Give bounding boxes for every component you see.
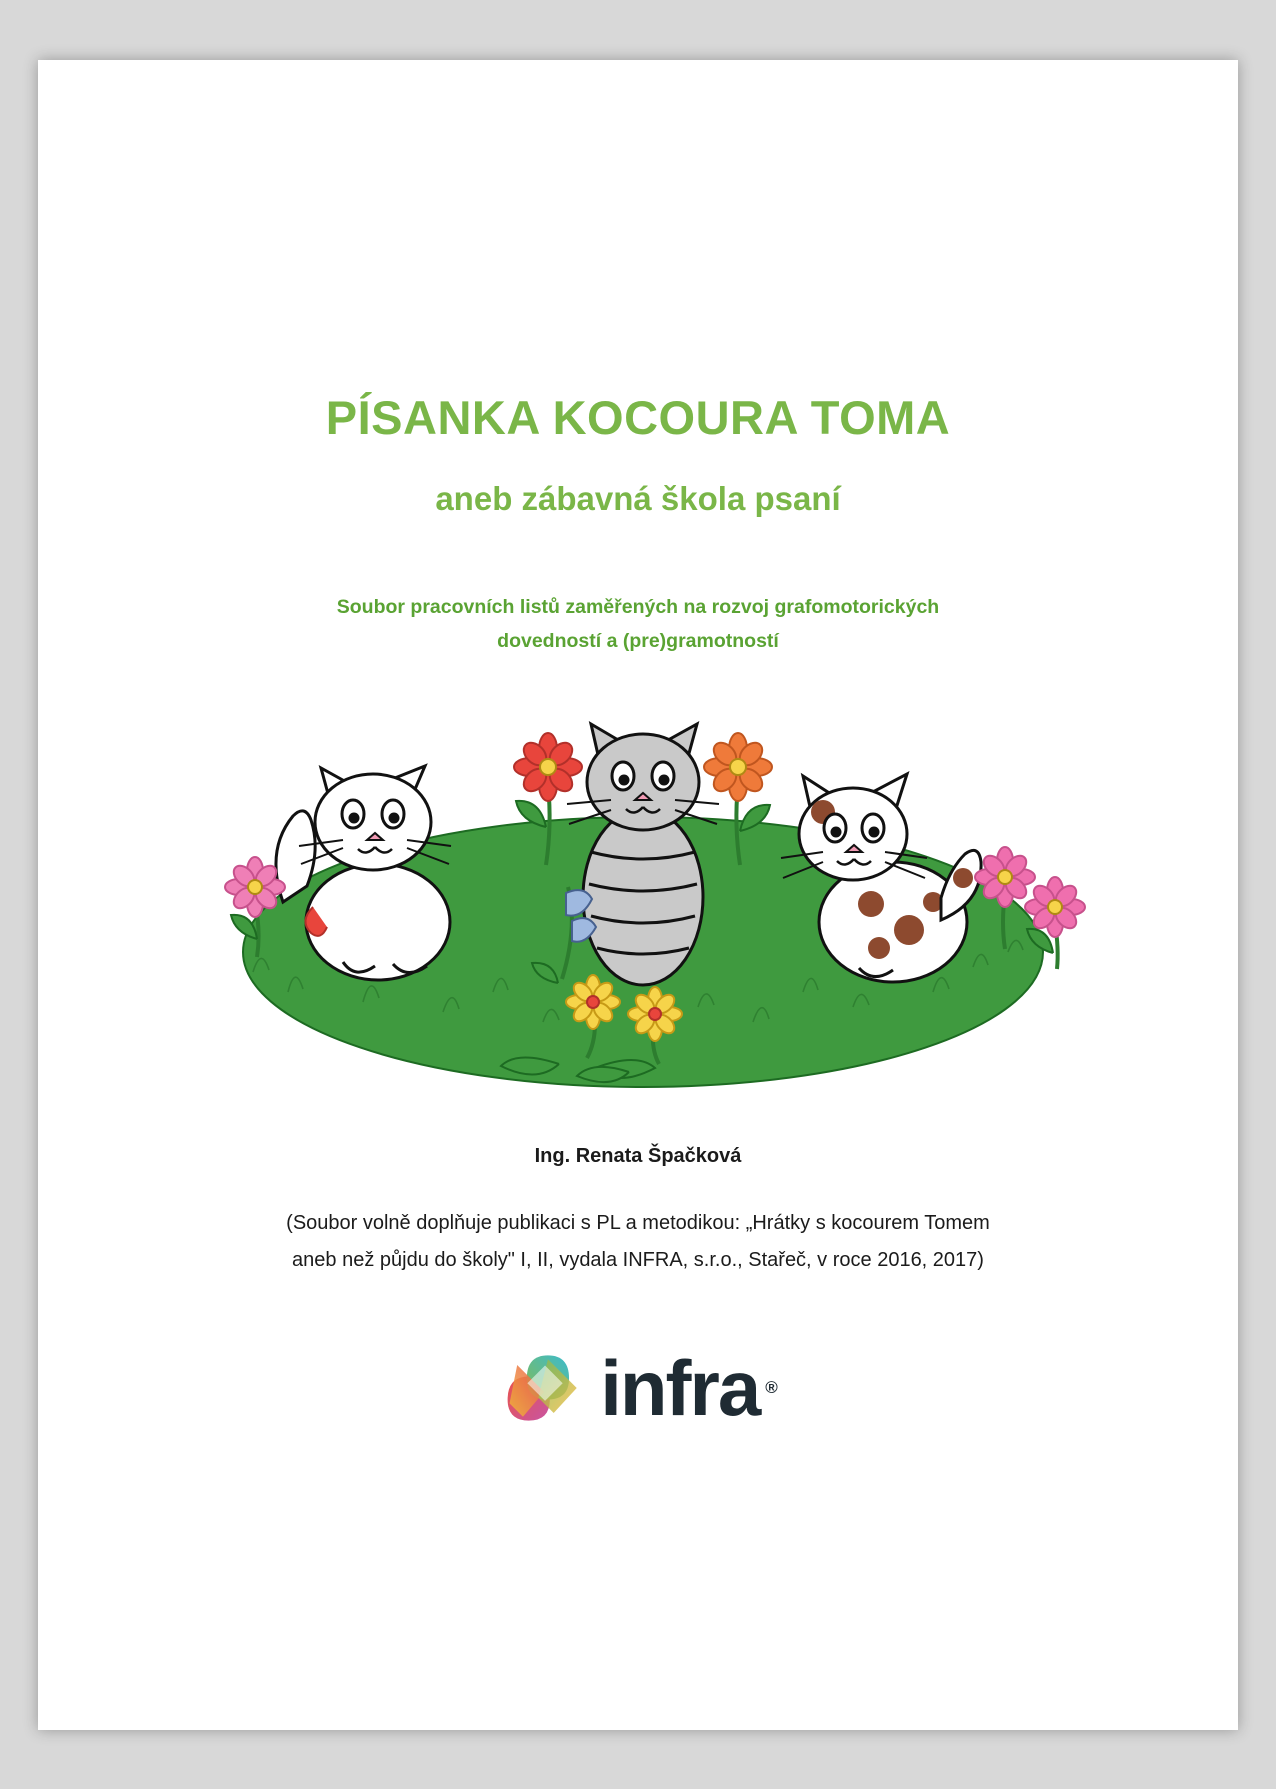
registered-mark: ® bbox=[765, 1378, 778, 1397]
infra-logo-wordmark: infra bbox=[600, 1344, 760, 1432]
publication-note-line-1: (Soubor volně doplňuje publikaci s PL a metodikou: „Hrátky s kocourem Tomem bbox=[286, 1212, 990, 1234]
publication-note bbox=[168, 1205, 1108, 1279]
description-line-2: dovedností a (pre)gramotností bbox=[497, 630, 779, 653]
publication-note-line-2: aneb než půjdu do školy" I, II, vydala INFRA, s.r.o., Stařeč, v roce 2016, 2017) bbox=[292, 1249, 984, 1271]
infra-logo-icon bbox=[498, 1340, 594, 1436]
author-name: Ing. Renata Špačková bbox=[534, 1145, 742, 1167]
page-subtitle: aneb zábavná škola psaní bbox=[435, 480, 841, 517]
page-title: PÍSANKA KOCOURA TOMA bbox=[325, 391, 951, 444]
document-page bbox=[38, 60, 1238, 1730]
publisher-logo bbox=[38, 1340, 1238, 1436]
description-block bbox=[208, 590, 1068, 658]
cover-illustration bbox=[193, 672, 1093, 1092]
description-line-1: Soubor pracovních listů zaměřených na rozvoj grafomotorických bbox=[336, 596, 940, 618]
